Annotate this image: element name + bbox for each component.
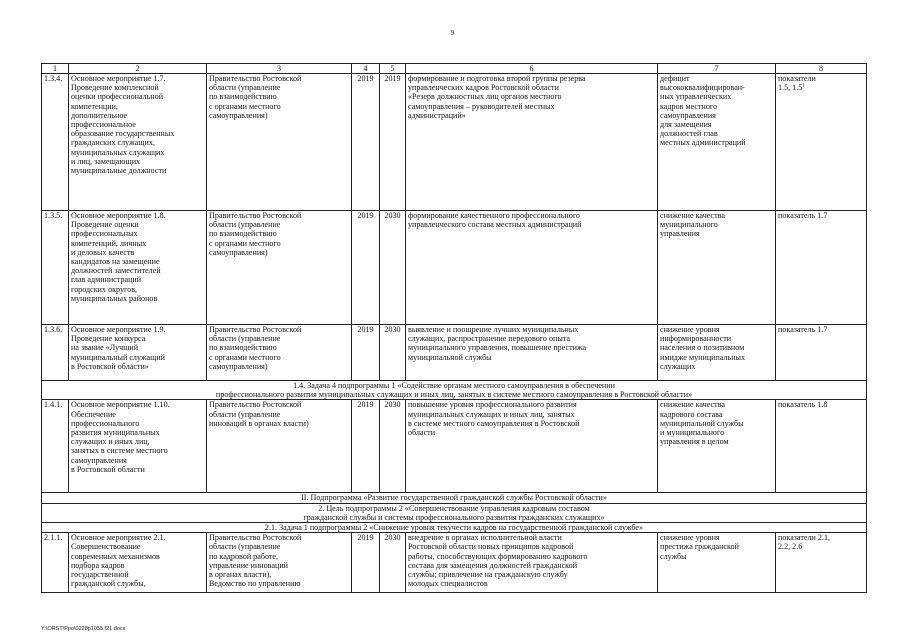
consequence-cell: дефицит высококвалифицирован- ных управленческих кадров местного самоуправления для замещения должностей глав местных администраций (658, 74, 776, 211)
task-heading: 2.1. Задача 1 подпрограммы 2 «Снижение уровня текучести кадров на государственной гражданской службе» (42, 523, 867, 533)
executor-cell: Правительство Ростовской области (управление по взаимодействию с органами местного самоуправления) (207, 74, 352, 211)
event-cell: Основное мероприятие 2.1. Совершенствование современных механизмов подбора кадров государственной гражданской службы, (69, 533, 207, 593)
table-header-row (42, 64, 867, 74)
indicators-cell: показатели 2.1, 2.2, 2.6 (776, 533, 867, 593)
end-year-cell: 2030 (380, 533, 406, 593)
end-year-cell: 2030 (380, 325, 406, 381)
header-cell: 5 (380, 64, 406, 74)
event-cell: Основное мероприятие 1.9. Проведение конкурса на звание «Лучший муниципальный служащий в Ростовской области» (69, 325, 207, 381)
start-year-cell: 2019 (352, 74, 380, 211)
header-cell: 6 (406, 64, 658, 74)
table-row (42, 533, 867, 593)
result-cell: внедрение в органах исполнительной власти Ростовской области новых принципов кадровой работы, способствующих формированию кадрового состава для замещения должностей гражданской службы; привлечение на гражданскую службу молодых специалистов (406, 533, 658, 593)
consequence-cell: снижение уровня информированности населения о позитивном имидже муниципальных служащих (658, 325, 776, 381)
section-row (42, 523, 867, 533)
executor-cell: Правительство Ростовской области (управление инноваций в органах власти) (207, 400, 352, 493)
event-cell: Основное мероприятие 1.10. Обеспечение профессионального развития муниципальных служащих и иных лиц, занятых в системе местного самоуправления в Ростовской области (69, 400, 207, 493)
row-number: 1.3.5. (42, 211, 69, 325)
start-year-cell: 2019 (352, 400, 380, 493)
end-year-cell: 2030 (380, 211, 406, 325)
subprogram-heading: II. Подпрограмма «Развитие государственной гражданской службы Ростовской области» (42, 493, 867, 503)
result-cell: формирование и подготовка второй группы резерва управленческих кадров Ростовской области «Резерв должностных лиц органов местного самоуправления – руководителей местных администраций» (406, 74, 658, 211)
executor-cell: Правительство Ростовской области (управление по взаимодействию с органами местного самоуправления) (207, 325, 352, 381)
header-cell: 7 (658, 64, 776, 74)
consequence-cell: снижение качества кадрового состава муниципальной службы и муниципального управления в целом (658, 400, 776, 493)
header-cell: 2 (69, 64, 207, 74)
indicators-cell: показатель 1.7 (776, 211, 867, 325)
file-path-footer: Y:\ORST\Ppo\0228p1055.f21.docx (41, 626, 126, 632)
consequence-cell: снижение уровня престижа гражданской службы (658, 533, 776, 593)
goal-heading: 2. Цель подпрограммы 2 «Совершенствование управления кадровым составом гражданской службы и системы профессионального развития гражданских служащих» (42, 503, 867, 522)
header-cell: 1 (42, 64, 69, 74)
page-number: 9 (450, 29, 455, 37)
row-number: 1.3.4. (42, 74, 69, 211)
start-year-cell: 2019 (352, 325, 380, 381)
result-cell: формирование качественного профессионального управленческого состава местных администраций (406, 211, 658, 325)
section-row (42, 493, 867, 503)
start-year-cell: 2019 (352, 211, 380, 325)
section-row (42, 381, 867, 400)
header-cell: 8 (776, 64, 867, 74)
section-row (42, 503, 867, 522)
table-row (42, 400, 867, 493)
end-year-cell: 2019 (380, 74, 406, 211)
executor-cell: Правительство Ростовской области (управление по взаимодействию с органами местного самоуправления) (207, 211, 352, 325)
end-year-cell: 2030 (380, 400, 406, 493)
indicators-cell: показатель 1.7 (776, 325, 867, 381)
table-row (42, 211, 867, 325)
task-heading: 1.4. Задача 4 подпрограммы 1 «Содействие органам местного самоуправления в обеспечении профессионального развития муниципальных служащих и иных лиц, занятых в системе местного самоуправления в Ростовской области» (42, 381, 867, 400)
row-number: 1.3.6. (42, 325, 69, 381)
indicators-cell: показатель 1.8 (776, 400, 867, 493)
table-row (42, 325, 867, 381)
indicators-cell (776, 74, 867, 211)
table-row (42, 74, 867, 211)
indicator-superscript: 1 (802, 83, 805, 89)
event-cell: Основное мероприятие 1.8. Проведение оценки профессиональных компетенций, личных и деловых качеств кандидатов на замещение должностей заместителей глав администраций городских округов, муниципальных районов (69, 211, 207, 325)
consequence-cell: снижение качества муниципального управления (658, 211, 776, 325)
indicators-text: показатели 1.5, 1.5 (778, 74, 816, 93)
row-number: 1.4.1. (42, 400, 69, 493)
event-cell: Основное мероприятие 1.7. Проведение комплексной оценки профессиональной компетенции, дополнительное профессиональное образование государственных гражданских служащих, муниципальных служащих и лиц, замещающих муниципальные должности (69, 74, 207, 211)
result-cell: повышение уровня профессионального развития муниципальных служащих и иных лиц, занятых в системе местного самоуправления в Ростовской области (406, 400, 658, 493)
header-cell: 4 (352, 64, 380, 74)
header-cell: 3 (207, 64, 352, 74)
start-year-cell: 2019 (352, 533, 380, 593)
result-cell: выявление и поощрение лучших муниципальных служащих, распространение передового опыта муниципального управления, повышение престижа муниципальной службы (406, 325, 658, 381)
measures-table (41, 63, 867, 593)
executor-cell: Правительство Ростовской области (управление по кадровой работе, управление инноваций в органах власти), Ведомство по управлению (207, 533, 352, 593)
row-number: 2.1.1. (42, 533, 69, 593)
